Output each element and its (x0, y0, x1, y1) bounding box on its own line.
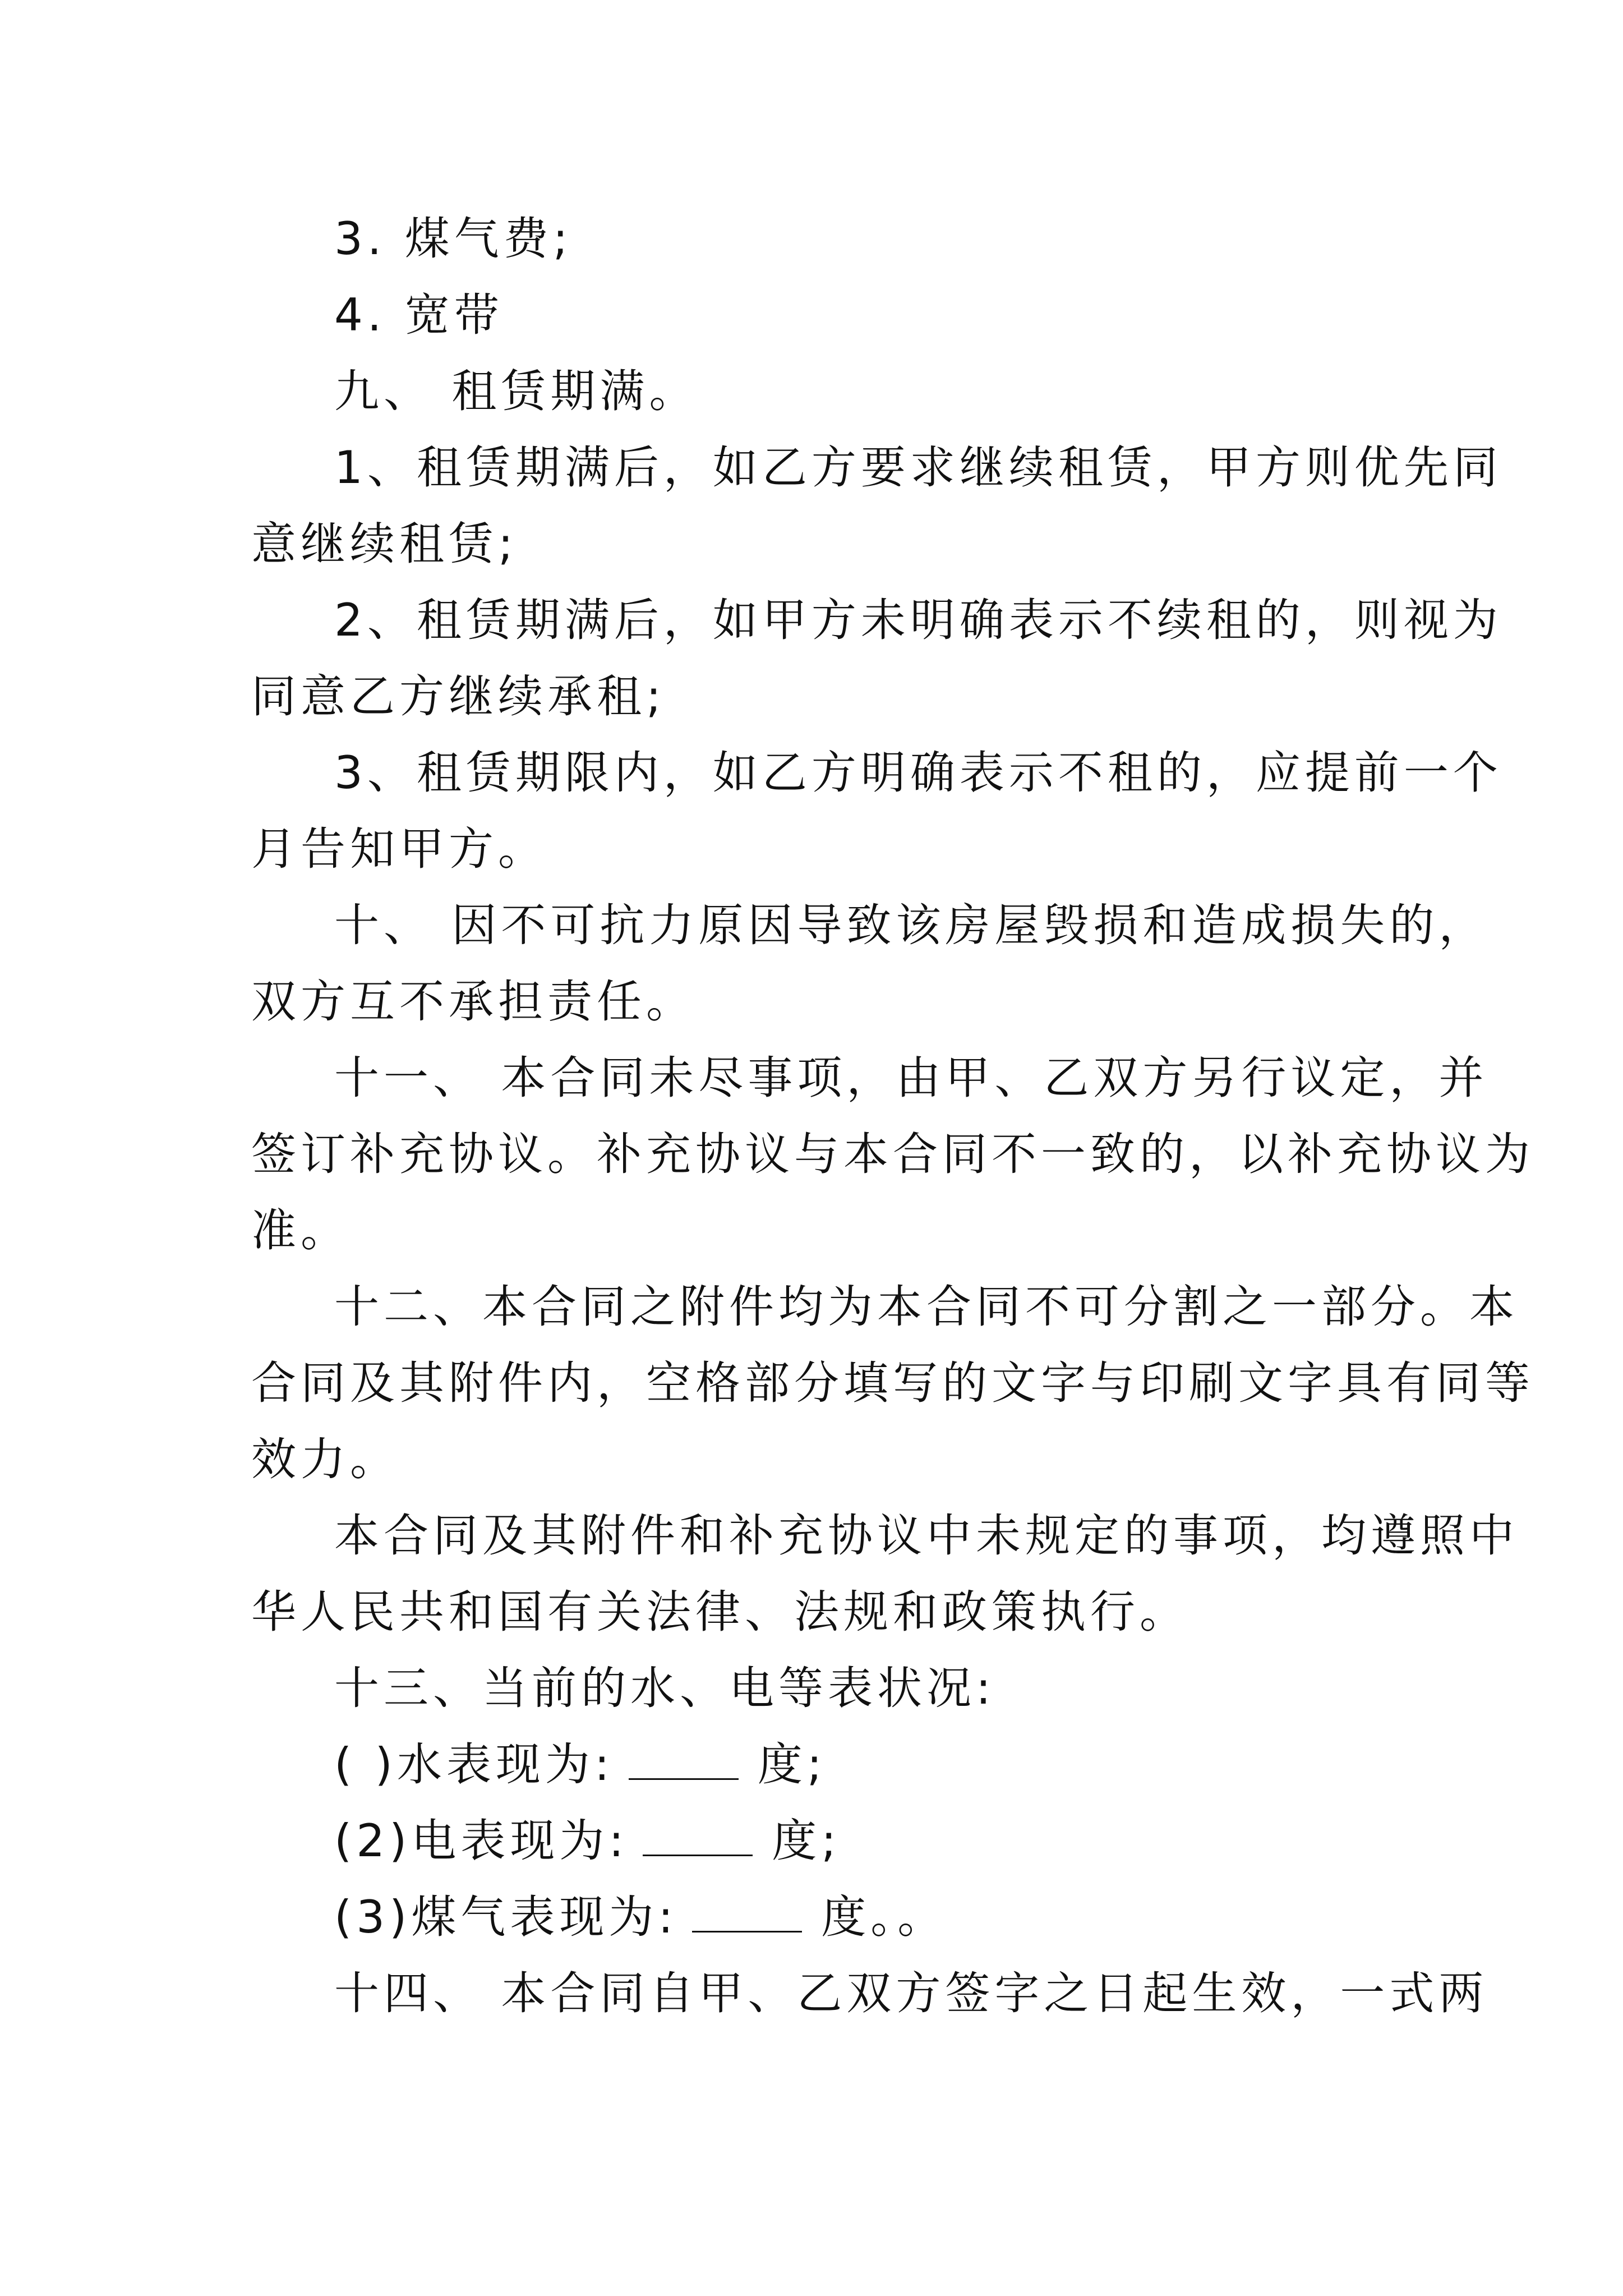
text-line: 3. 煤气费; (334, 213, 573, 265)
fill-in-blank (692, 1886, 802, 1932)
text-line: 合同及其附件内，空格部分填写的文字与印刷文字具有同等 (251, 1357, 1534, 1409)
electric-meter-line (251, 1803, 1378, 1879)
text-line: 华人民共和国有关法律、法规和政策执行。 (251, 1586, 1189, 1638)
meter-unit: 度; (757, 1738, 827, 1791)
fill-in-blank (629, 1733, 739, 1780)
section-heading: 十三、当前的水、电等表状况: (334, 1662, 995, 1714)
meter-label: (3)煤气表现为: (334, 1891, 678, 1943)
section-heading: 十、 因不可抗力原因导致该房屋毁损和造成损失的， (334, 899, 1488, 951)
meter-unit: 度。。 (821, 1891, 947, 1943)
meter-label: ( )水表现为: (334, 1738, 614, 1791)
document-body (251, 201, 1534, 2032)
section-heading: 十二、本合同之附件均为本合同不可分割之一部分。本 (334, 1281, 1519, 1333)
water-meter-line (251, 1727, 1378, 1803)
meter-unit: 度; (772, 1815, 841, 1867)
text-line: 2、租赁期满后，如甲方未明确表示不续租的，则视为 (334, 594, 1502, 646)
text-line: 同意乙方继续承租; (251, 670, 666, 723)
text-line: 本合同及其附件和补充协议中未规定的事项，均遵照中 (334, 1510, 1519, 1562)
text-line: 双方互不承担责任。 (251, 976, 695, 1028)
text-line: 准。 (251, 1204, 350, 1257)
section-heading: 十一、 本合同未尽事项，由甲、乙双方另行议定，并 (334, 1052, 1488, 1104)
section-heading: 九、 租赁期满。 (334, 365, 699, 417)
text-line: 签订补充协议。补充协议与本合同不一致的，以补充协议为 (251, 1128, 1534, 1180)
fill-in-blank (643, 1810, 753, 1856)
text-line: 3、租赁期限内，如乙方明确表示不租的，应提前一个 (334, 747, 1502, 799)
text-line: 月告知甲方。 (251, 823, 547, 875)
text-line: 效力。 (251, 1433, 399, 1485)
text-line: 意继续租赁; (251, 518, 518, 570)
section-heading: 十四、 本合同自甲、乙双方签字之日起生效，一式两 (334, 1967, 1488, 2019)
text-line: 4. 宽带 (334, 289, 504, 341)
meter-label: (2)电表现为: (334, 1815, 629, 1867)
text-line: 1、租赁期满后，如乙方要求继续租赁，甲方则优先同 (334, 441, 1502, 494)
gas-meter-line (251, 1879, 1378, 1955)
